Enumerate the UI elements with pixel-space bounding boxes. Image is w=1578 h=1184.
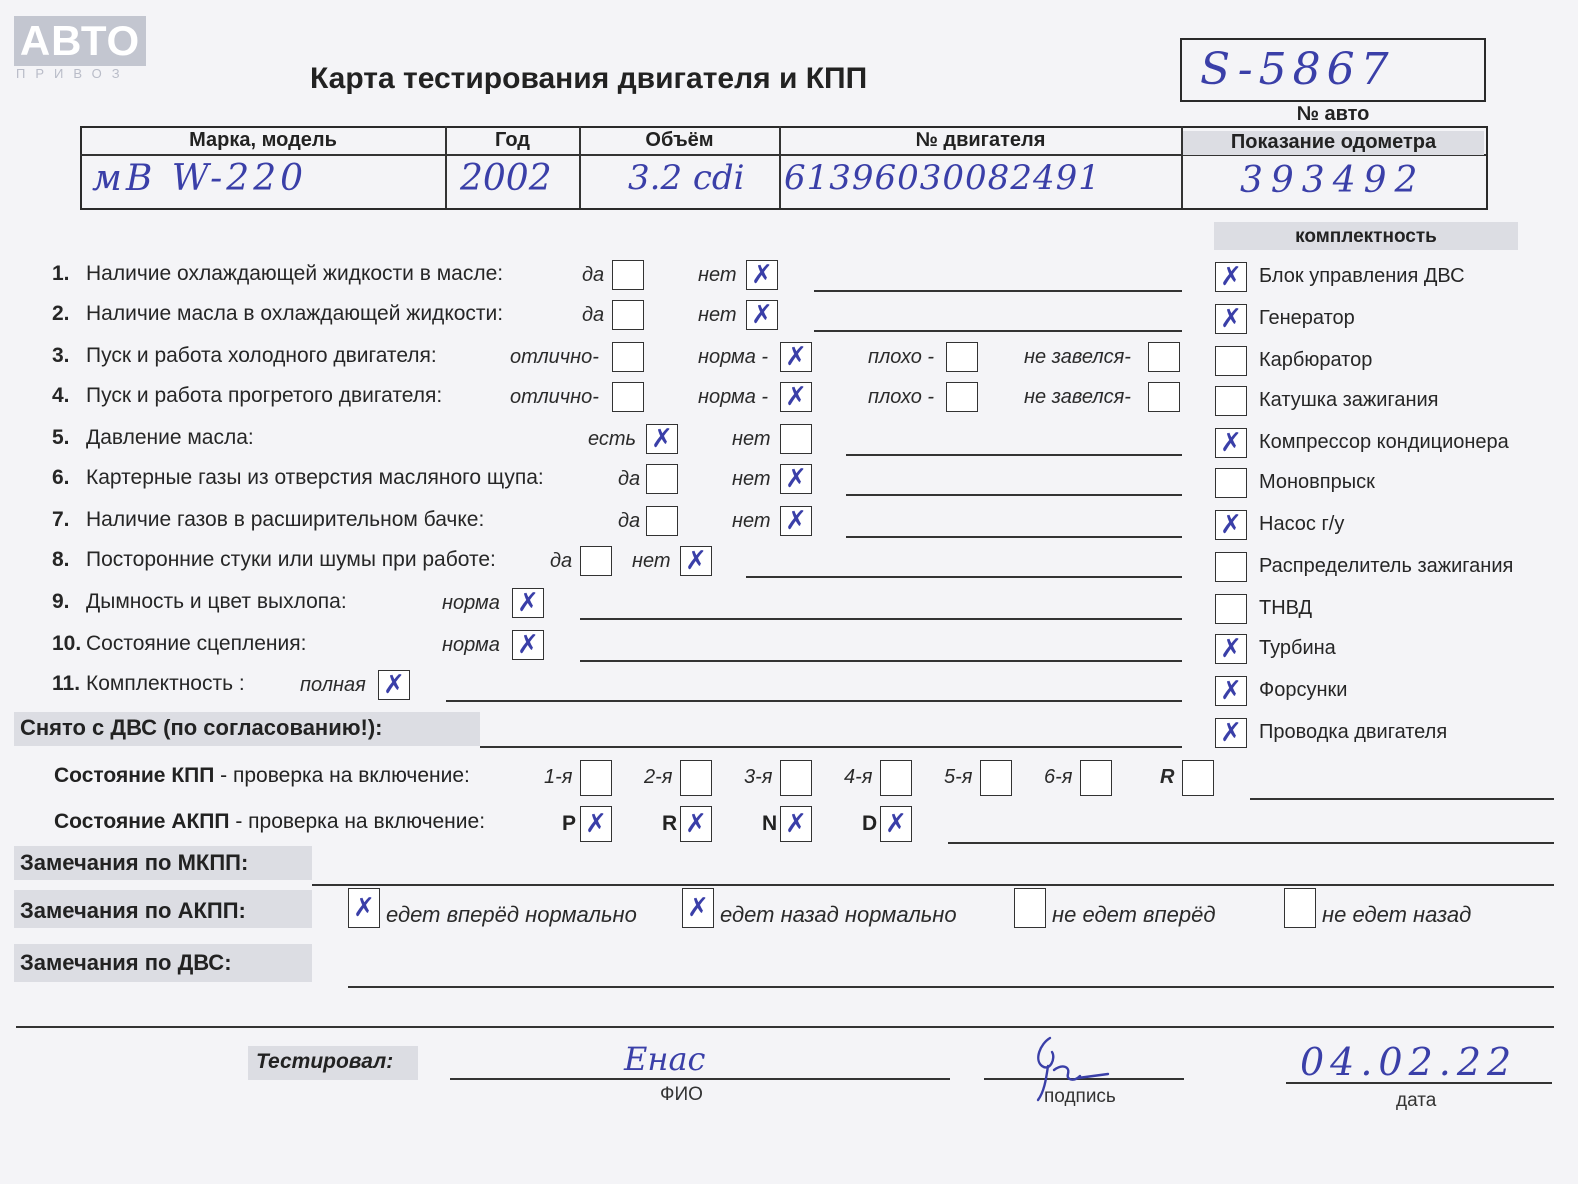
date-value: 04.02.22 xyxy=(1300,1040,1518,1084)
value-year: 2002 xyxy=(460,158,552,199)
question-option-checkbox-mark: ✗ xyxy=(517,588,539,618)
komplektnost-item-label: Моновпрыск xyxy=(1259,471,1375,493)
logo-subtitle: ПРИВОЗ xyxy=(16,66,130,81)
question-text: Пуск и работа холодного двигателя: xyxy=(86,344,437,367)
question-number: 11. xyxy=(52,672,81,695)
question-option-checkbox[interactable] xyxy=(780,506,812,536)
value-volume: 3.2 cdi xyxy=(628,158,745,198)
akpp-remark-checkbox[interactable] xyxy=(348,888,380,928)
question-option-checkbox-mark: ✗ xyxy=(651,424,673,454)
akpp-remark-checkbox[interactable] xyxy=(1014,888,1046,928)
question-number: 1. xyxy=(52,262,70,285)
question-text: Наличие охлаждающей жидкости в масле: xyxy=(86,262,504,285)
question-option-label: норма xyxy=(442,634,500,656)
answer-line xyxy=(846,536,1182,538)
question-option-checkbox[interactable] xyxy=(612,300,644,330)
kpp-label-rest: - проверка на включение: xyxy=(214,764,470,787)
komplektnost-item-label: Катушка зажигания xyxy=(1259,389,1439,411)
question-option-label: не завелся- xyxy=(1024,346,1131,368)
akpp-label xyxy=(54,810,485,834)
answer-line xyxy=(846,494,1182,496)
question-option-label: нет xyxy=(698,304,737,326)
akpp-gear-checkbox[interactable] xyxy=(880,806,912,842)
fio-value: Енас xyxy=(624,1040,706,1078)
question-text: Картерные газы из отверстия масляного щупа: xyxy=(86,466,544,489)
question-number: 3. xyxy=(52,344,70,367)
question-text: Давление масла: xyxy=(86,426,254,449)
question-option-checkbox-mark: ✗ xyxy=(785,382,807,412)
question-number: 6. xyxy=(52,466,70,489)
question-text: Посторонние стуки или шумы при работе: xyxy=(86,548,496,571)
auto-number-value: S-5867 xyxy=(1200,44,1395,95)
komplektnost-item-label: Насос г/у xyxy=(1259,513,1345,535)
kpp-gear-checkbox[interactable] xyxy=(780,760,812,796)
question-option-checkbox[interactable] xyxy=(946,342,978,372)
question-option-checkbox[interactable] xyxy=(512,588,544,618)
question-option-checkbox[interactable] xyxy=(612,260,644,290)
question-option-label: норма - xyxy=(698,386,769,408)
komplektnost-item-label: Карбюратор xyxy=(1259,349,1373,371)
akpp-gear-label: P xyxy=(562,812,577,835)
question-number: 10. xyxy=(52,632,82,655)
komplektnost-checkbox[interactable] xyxy=(1215,262,1247,292)
kpp-gear-label: 5-я xyxy=(944,766,973,788)
col-engine-number: № двигателя xyxy=(915,129,1046,151)
answer-line xyxy=(580,618,1182,620)
question-option-checkbox[interactable] xyxy=(1148,382,1180,412)
question-text: Комплектность : xyxy=(86,672,245,695)
remarks-dvs-label: Замечания по ДВС: xyxy=(20,950,232,975)
question-text: Состояние сцепления: xyxy=(86,632,307,655)
date-label: дата xyxy=(1396,1090,1437,1111)
removed-label: Снято с ДВС (по согласованию!): xyxy=(20,715,383,740)
kpp-label xyxy=(54,764,470,788)
komplektnost-checkbox[interactable] xyxy=(1215,346,1247,376)
komplektnost-item-label: ТНВД xyxy=(1259,597,1313,619)
answer-line xyxy=(814,330,1182,332)
question-option-label: нет xyxy=(732,510,771,532)
komplektnost-checkbox-mark: ✗ xyxy=(1220,428,1242,458)
kpp-gear-label: R xyxy=(1160,766,1175,788)
akpp-remark-mark: ✗ xyxy=(687,893,709,923)
question-number: 5. xyxy=(52,426,70,449)
question-option-checkbox-mark: ✗ xyxy=(751,300,773,330)
col-make-model: Марка, модель xyxy=(189,129,337,151)
akpp-remark-mark: ✗ xyxy=(353,893,375,923)
komplektnost-checkbox-mark: ✗ xyxy=(1220,510,1242,540)
akpp-remark-label: едет вперёд нормально xyxy=(386,902,637,927)
question-option-checkbox[interactable] xyxy=(612,382,644,412)
komplektnost-checkbox[interactable] xyxy=(1215,718,1247,748)
komplektnost-checkbox[interactable] xyxy=(1215,510,1247,540)
kpp-gear-checkbox[interactable] xyxy=(680,760,712,796)
kpp-gear-label: 2-я xyxy=(644,766,673,788)
akpp-gear-label: N xyxy=(762,812,778,835)
kpp-gear-checkbox[interactable] xyxy=(880,760,912,796)
remarks-mkpp-label: Замечания по МКПП: xyxy=(20,850,249,875)
tested-label: Тестировал: xyxy=(256,1050,394,1073)
question-option-label: не завелся- xyxy=(1024,386,1131,408)
kpp-gear-checkbox[interactable] xyxy=(580,760,612,796)
sign-label: подпись xyxy=(1044,1086,1116,1107)
answer-line xyxy=(746,576,1182,578)
question-option-label: есть xyxy=(588,428,637,450)
page-title: Карта тестирования двигателя и КПП xyxy=(310,62,868,95)
akpp-gear-mark: ✗ xyxy=(785,809,807,839)
question-option-label: отлично- xyxy=(510,346,599,368)
komplektnost-checkbox[interactable] xyxy=(1215,634,1247,664)
question-option-checkbox[interactable] xyxy=(646,424,678,454)
akpp-label-rest: - проверка на включение: xyxy=(229,810,486,833)
komplektnost-checkbox-mark: ✗ xyxy=(1220,676,1242,706)
akpp-gear-label: D xyxy=(862,812,878,835)
question-number: 4. xyxy=(52,384,70,407)
question-number: 9. xyxy=(52,590,70,613)
komplektnost-item-label: Распределитель зажигания xyxy=(1259,555,1514,577)
question-option-checkbox[interactable] xyxy=(780,342,812,372)
question-option-label: да xyxy=(618,468,641,490)
kpp-gear-checkbox[interactable] xyxy=(1080,760,1112,796)
akpp-remark-checkbox[interactable] xyxy=(1284,888,1316,928)
komplektnost-item-label: Проводка двигателя xyxy=(1259,721,1448,743)
question-option-checkbox[interactable] xyxy=(946,382,978,412)
question-option-checkbox-mark: ✗ xyxy=(685,546,707,576)
question-option-checkbox-mark: ✗ xyxy=(751,260,773,290)
col-year: Год xyxy=(495,129,530,151)
question-option-label: отлично- xyxy=(510,386,599,408)
question-option-label: плохо - xyxy=(868,386,935,408)
value-odometer: 393492 xyxy=(1240,160,1426,201)
question-option-checkbox-mark: ✗ xyxy=(517,630,539,660)
komplektnost-checkbox[interactable] xyxy=(1215,552,1247,582)
question-option-label: да xyxy=(618,510,641,532)
akpp-remark-label: не едет вперёд xyxy=(1052,902,1216,927)
remarks-akpp-label: Замечания по АКПП: xyxy=(20,898,246,923)
komplektnost-checkbox-mark: ✗ xyxy=(1220,304,1242,334)
answer-line xyxy=(446,700,1182,702)
question-option-label: полная xyxy=(300,674,366,696)
question-number: 7. xyxy=(52,508,70,531)
komplektnost-item-label: Форсунки xyxy=(1259,679,1348,701)
question-option-label: плохо - xyxy=(868,346,935,368)
komplektnost-checkbox-mark: ✗ xyxy=(1220,262,1242,292)
komplektnost-checkbox[interactable] xyxy=(1215,676,1247,706)
question-option-checkbox[interactable] xyxy=(746,300,778,330)
kpp-gear-label: 3-я xyxy=(744,766,773,788)
akpp-gear-mark: ✗ xyxy=(685,809,707,839)
komplektnost-checkbox-mark: ✗ xyxy=(1220,634,1242,664)
fio-label: ФИО xyxy=(660,1084,703,1105)
komplektnost-item-label: Блок управления ДВС xyxy=(1259,265,1465,287)
akpp-label-bold: Состояние АКПП xyxy=(54,810,230,833)
question-text: Пуск и работа прогретого двигателя: xyxy=(86,384,443,407)
komplektnost-checkbox[interactable] xyxy=(1215,428,1247,458)
question-option-label: нет xyxy=(698,264,737,286)
kpp-gear-checkbox[interactable] xyxy=(980,760,1012,796)
col-odometer: Показание одометра xyxy=(1183,131,1484,155)
question-option-label: да xyxy=(550,550,573,572)
question-option-checkbox[interactable] xyxy=(780,464,812,494)
komplektnost-checkbox-mark: ✗ xyxy=(1220,718,1242,748)
question-option-checkbox[interactable] xyxy=(378,670,410,700)
akpp-gear-label: R xyxy=(662,812,678,835)
akpp-gear-mark: ✗ xyxy=(585,809,607,839)
question-option-checkbox-mark: ✗ xyxy=(785,464,807,494)
question-option-checkbox[interactable] xyxy=(746,260,778,290)
question-option-checkbox-mark: ✗ xyxy=(785,506,807,536)
komplektnost-checkbox[interactable] xyxy=(1215,594,1247,624)
value-engine-number: 61396030082491 xyxy=(784,158,1101,198)
komplektnost-checkbox[interactable] xyxy=(1215,386,1247,416)
question-option-label: нет xyxy=(732,428,771,450)
kpp-gear-label: 6-я xyxy=(1044,766,1073,788)
komplektnost-item-label: Компрессор кондиционера xyxy=(1259,431,1509,453)
komplektnost-checkbox[interactable] xyxy=(1215,468,1247,498)
komplektnost-checkbox[interactable] xyxy=(1215,304,1247,334)
question-option-label: нет xyxy=(732,468,771,490)
value-make-model: мВ W-220 xyxy=(92,158,308,199)
akpp-remark-label: едет назад нормально xyxy=(720,902,957,927)
question-option-checkbox-mark: ✗ xyxy=(383,670,405,700)
question-option-label: норма - xyxy=(698,346,769,368)
question-option-label: да xyxy=(582,304,605,326)
kpp-gear-checkbox[interactable] xyxy=(1182,760,1214,796)
question-number: 2. xyxy=(52,302,70,325)
answer-line xyxy=(814,290,1182,292)
akpp-gear-checkbox[interactable] xyxy=(680,806,712,842)
question-text: Наличие масла в охлаждающей жидкости: xyxy=(86,302,504,325)
question-option-checkbox[interactable] xyxy=(680,546,712,576)
akpp-remark-checkbox[interactable] xyxy=(682,888,714,928)
kpp-gear-label: 1-я xyxy=(544,766,573,788)
auto-number-label: № авто xyxy=(1296,103,1370,125)
komplektnost-item-label: Генератор xyxy=(1259,307,1355,329)
question-option-checkbox[interactable] xyxy=(646,506,678,536)
question-option-checkbox[interactable] xyxy=(780,382,812,412)
question-option-label: да xyxy=(582,264,605,286)
question-option-checkbox[interactable] xyxy=(780,424,812,454)
question-text: Дымность и цвет выхлопа: xyxy=(86,590,347,613)
question-option-checkbox[interactable] xyxy=(646,464,678,494)
question-option-label: норма xyxy=(442,592,500,614)
komplektnost-title: комплектность xyxy=(1295,226,1437,247)
question-option-checkbox[interactable] xyxy=(1148,342,1180,372)
akpp-gear-mark: ✗ xyxy=(885,809,907,839)
kpp-label-bold: Состояние КПП xyxy=(54,764,215,787)
question-number: 8. xyxy=(52,548,70,571)
question-text: Наличие газов в расширительном бачке: xyxy=(86,508,485,531)
col-volume: Объём xyxy=(645,129,714,151)
answer-line xyxy=(846,454,1182,456)
question-option-checkbox[interactable] xyxy=(512,630,544,660)
logo: АВТО xyxy=(14,16,146,66)
akpp-gear-checkbox[interactable] xyxy=(780,806,812,842)
akpp-gear-checkbox[interactable] xyxy=(580,806,612,842)
komplektnost-item-label: Турбина xyxy=(1259,637,1336,659)
kpp-gear-label: 4-я xyxy=(844,766,873,788)
question-option-checkbox[interactable] xyxy=(580,546,612,576)
question-option-checkbox-mark: ✗ xyxy=(785,342,807,372)
akpp-remark-label: не едет назад xyxy=(1322,902,1472,927)
answer-line xyxy=(580,660,1182,662)
question-option-label: нет xyxy=(632,550,671,572)
question-option-checkbox[interactable] xyxy=(612,342,644,372)
